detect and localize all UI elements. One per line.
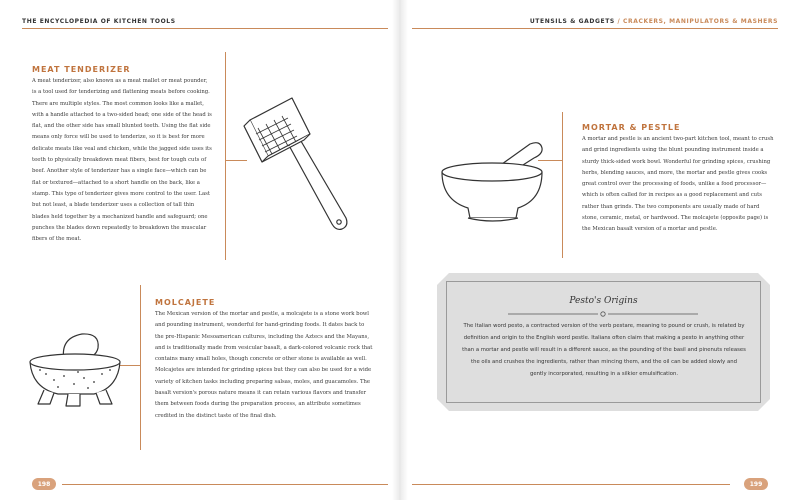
molcajete-connector-line: [140, 285, 141, 450]
sidebar-divider-ornament: [508, 311, 698, 317]
molcajete-illustration: [22, 330, 127, 410]
page-number-right: 199: [744, 478, 768, 490]
sidebar-title: Pesto's Origins: [569, 296, 638, 306]
running-head-section: UTENSILS & GADGETS: [529, 18, 615, 25]
molcajete-body: The Mexican version of the mortar and pestle, a molcajete is a stone work bowl and pounding instrument, wonderful for hand-grinding foods. It dates back to the pre-Hispanic Mesoamerican cultures, including the Aztecs and the Mayans, and is traditionally made from vesicular basalt, a dark-colored volcanic rock that contains many small holes, though concrete or other stone is available as well. Molcajetes are intended for grinding spices but they can also be used for a wide variety of kitchen tasks including preparing salsas, moles, and guacamoles. The basalt version's porous nature means it can retain various flavors and transfer them between foods during the preparation process, an attribute sometimes credited in the distinct taste of the final dish.: [155, 311, 373, 419]
mortar-pestle-connector-tick: [538, 160, 562, 161]
sidebar-body: The Italian word pesto, a contracted version of the verb pestare, meaning to pound or crush, is related by definition and origin to the English word pestle. Italians often claim that making a pesto in anything other than a mortar and pestle will result in a different sauce, as the pounding of the basil and pinenuts releases the oils and crushes the ingredients, rather than mincing them, and the oil can be added slowly and gently incorporated, resulting in a silkier emulsification.: [462, 323, 746, 378]
running-head-separator: /: [614, 18, 623, 25]
header-rule-left: [22, 28, 388, 29]
meat-tenderizer-heading: MEAT TENDERIZER: [32, 65, 131, 74]
mortar-pestle-body: A mortar and pestle is an ancient two-part kitchen tool, meant to crush and grind ingredients using the blunt pounding instrument inside a sturdy thick-sided work bowl. Wonderful for grinding spices, crushing herbs, blending sauces, and more, the mortar and pestle gives cooks great control over the processing of foods, unlike a food processor—which is often called for in recipes as a good replacement and cuts rather than grinds. The two components are usually made of hard stone, ceramic, metal, or hardwood. The molcajete (opposite page) is the Mexican basalt version of a mortar and pestle.: [582, 136, 774, 233]
mortar-pestle-connector-line: [562, 112, 563, 258]
header-rule-right: [412, 28, 778, 29]
running-head-left: THE ENCYCLOPEDIA OF KITCHEN TOOLS: [22, 18, 176, 25]
mortar-pestle-heading: MORTAR & PESTLE: [582, 123, 681, 132]
mortar-pestle-illustration: [438, 138, 548, 238]
footer-rule-left: [62, 484, 388, 485]
page-number-left: 198: [32, 478, 56, 490]
footer-rule-right: [412, 484, 730, 485]
meat-tenderizer-connector-line: [225, 52, 226, 260]
meat-tenderizer-body: A meat tenderizer, also known as a meat mallet or meat pounder, is a tool used for tenderizing and flattening meats before cooking. There are multiple styles. The most common looks like a mallet, with a handle attached to a two-sided head; one side of the head is flat, and the other side has small blunted teeth. Using the flat side means only force will be used to tenderize, so it is best for more delicate meats like veal and chicken, while the jagged side uses its teeth to physically breakdown meat fibers, best for tough cuts of beef. Another style of tenderizer has a single face—which can be flat or textured—attached to a short handle on the back, like a stamp. This type of tenderizer gives more control to the user. Last but not least, a blade tenderizer uses a collection of tall thin blades held together by a mechanized handle and safeguard; one punches the blades down repeatedly to breakdown the muscular fibers of the meat.: [32, 78, 212, 243]
running-head-subsection: CRACKERS, MANIPULATORS & MASHERS: [622, 18, 778, 25]
molcajete-heading: MOLCAJETE: [155, 298, 216, 307]
meat-mallet-illustration: [228, 90, 378, 240]
book-gutter: [392, 0, 408, 500]
running-head-right: [530, 18, 778, 25]
